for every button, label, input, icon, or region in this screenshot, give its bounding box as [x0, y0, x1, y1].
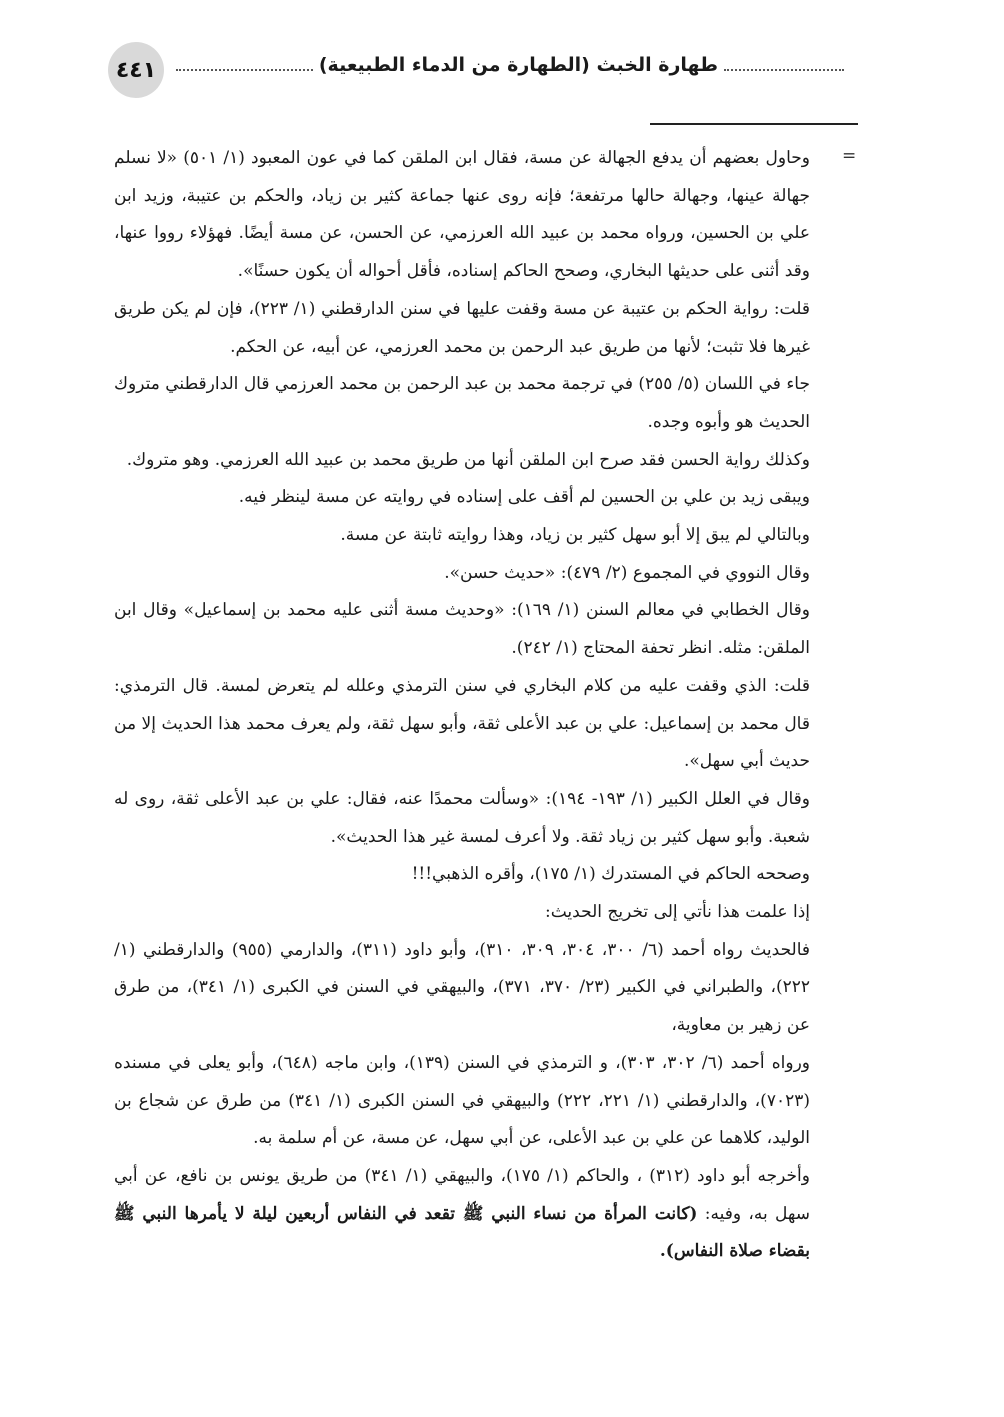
final-paragraph — [114, 1158, 810, 1271]
running-header-title: طهارة الخبث (الطهارة من الدماء الطبيعية) — [318, 54, 718, 76]
footnote-separator-rule — [650, 123, 858, 125]
page-number: ٤٤١ — [108, 42, 164, 98]
paragraph: ورواه أحمد (٦/ ٣٠٢، ٣٠٣)، و الترمذي في السنن (١٣٩)، وابن ماجه (٦٤٨)، وأبو يعلى في مسنده (٧٠٢٣)، والدارقطني (١/ ٢٢١، ٢٢٢) والبيهقي في السنن الكبرى (١/ ٣٤١) من طرق عن شجاع بن الوليد، كلاهما عن علي بن عبد الأعلى، عن أبي سهل، عن مسة، عن أم سلمة به. — [114, 1052, 810, 1149]
paragraph: وقال الخطابي في معالم السنن (١/ ١٦٩): «وحديث مسة أثنى عليه محمد بن إسماعيل» وقال ابن الملقن: مثله. انظر تحفة المحتاج (١/ ٢٤٢). — [114, 600, 810, 659]
header-dot-leader-left — [176, 55, 313, 71]
paragraph: قلت: الذي وقفت عليه من كلام البخاري في سنن الترمذي وعلله لم يتعرض لمسة. قال الترمذي: قال محمد بن إسماعيل: علي بن عبد الأعلى ثقة، وأبو سهل ثقة، ولم يعرف محمد هذا الحديث إلا من حديث أبي سهل». — [114, 675, 810, 772]
header-dot-leader-right — [724, 55, 844, 71]
paragraph: ويبقى زيد بن علي بن الحسين لم أقف على إسناده في روايته عن مسة لينظر فيه. — [238, 487, 810, 508]
final-paragraph-intro: وأخرجه أبو داود (٣١٢) ، والحاكم (١/ ١٧٥)، والبيهقي (١/ ٣٤١) من طريق يونس بن نافع، عن أبي سهل به، وفيه: — [114, 1165, 811, 1224]
paragraph: وكذلك رواية الحسن فقد صرح ابن الملقن أنها من طريق محمد بن عبيد الله العرزمي. وهو متروك. — [126, 449, 810, 470]
footnote-text — [114, 140, 810, 1271]
paragraph: إذا علمت هذا نأتي إلى تخريج الحديث: — [545, 902, 810, 923]
paragraph: قلت: رواية الحكم بن عتيبة عن مسة وقفت عليها في سنن الدارقطني (١/ ٢٢٣)، فإن لم يكن طريق غيرها فلا تثبت؛ لأنها من طريق عبد الرحمن بن محمد العرزمي، عن أبيه، عن الحكم. — [114, 298, 811, 357]
running-header — [176, 54, 844, 76]
paragraph: وقال النووي في المجموع (٢/ ٤٧٩): «حديث حسن». — [444, 562, 810, 583]
footnote-continuation-mark: = — [842, 146, 857, 166]
paragraph: وبالتالي لم يبق إلا أبو سهل كثير بن زياد، وهذا روايته ثابتة عن مسة. — [340, 525, 810, 546]
paragraph: وقال في العلل الكبير (١/ ١٩٣- ١٩٤): «وسألت محمدًا عنه، فقال: علي بن عبد الأعلى ثقة، روى له شعبة. وأبو سهل كثير بن زياد ثقة. ولا أعرف لمسة غير هذا الحديث». — [114, 788, 810, 847]
paragraph: فالحديث رواه أحمد (٦/ ٣٠٠، ٣٠٤، ٣٠٩، ٣١٠)، وأبو داود (٣١١)، والدارمي (٩٥٥) والدارقطني (١/ ٢٢٢)، والطبراني في الكبير (٢٣/ ٣٧٠، ٣٧١)، والبيهقي في السنن في الكبرى (١/ ٣٤١)، من طرق عن زهير بن معاوية، — [114, 939, 811, 1036]
paragraph: جاء في اللسان (٥/ ٢٥٥) في ترجمة محمد بن عبد الرحمن بن محمد العرزمي قال الدارقطني متروك الحديث هو وأبوه وجده. — [114, 374, 810, 432]
paragraph: وصححه الحاكم في المستدرك (١/ ١٧٥)، وأقره الذهبي!!! — [411, 864, 810, 885]
hadith-quote: (كانت المرأة من نساء النبي ﷺ تقعد في النفاس أربعين ليلة لا يأمرها النبي ﷺ بقضاء صلاة النفاس). — [114, 1203, 810, 1262]
paragraph: وحاول بعضهم أن يدفع الجهالة عن مسة، فقال ابن الملقن كما في عون المعبود (١/ ٥٠١) «لا نسلم جهالة عينها، وجهالة حالها مرتفعة؛ فإنه روى عنها جماعة كثير بن زياد، والحكم بن عتيبة، وزيد ابن علي بن الحسين، ورواه محمد بن عبيد الله العرزمي، عن الحسن، عن مسة أيضًا. فهؤلاء رووا عنها، وقد أثنى على حديثها البخاري، وصحح الحاكم إسناده، فأقل أحواله أن يكون حسنًا». — [114, 148, 811, 282]
